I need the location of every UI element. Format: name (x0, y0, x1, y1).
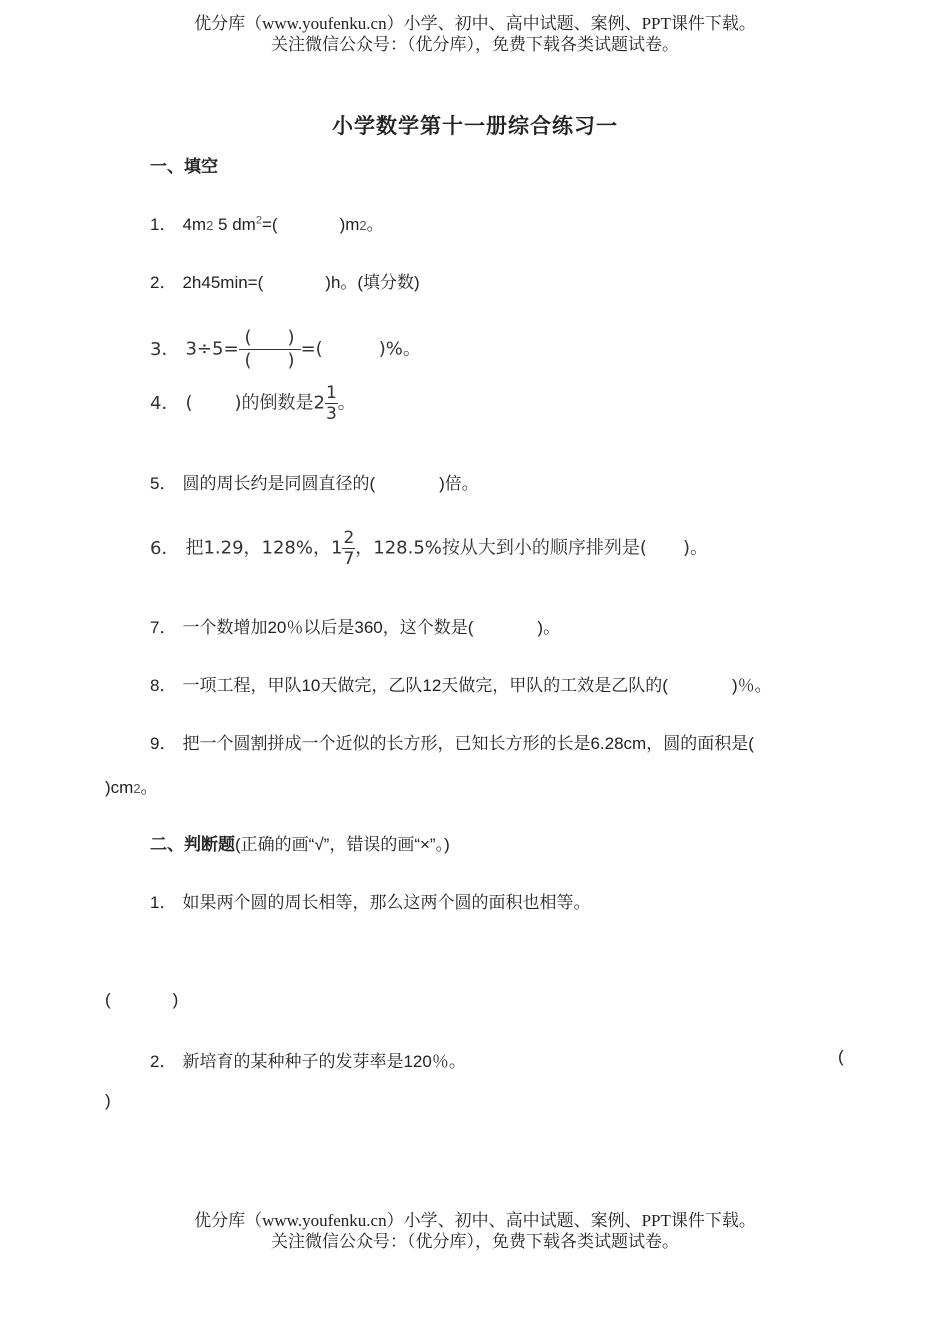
q1-part-a: 4m (182, 215, 207, 234)
fraction-numerator: 2 (343, 528, 355, 548)
header-line-1: 优分库（www.youfenku.cn）小学、初中、高中试题、案例、PPT课件下载。 (194, 14, 756, 33)
q3-fraction (239, 327, 301, 372)
q1-exponent-a: 2 (206, 218, 214, 233)
q3-tail-a: =( (300, 338, 323, 360)
page-title: 小学数学第十一册综合练习一 (332, 115, 618, 138)
fraction-denominator: 7 (343, 549, 355, 569)
q6-text-b: ，128.5%按从大到小的顺序排列是( (355, 537, 647, 559)
q1-exponent-d: 2 (359, 218, 367, 233)
question-2-2 (150, 1047, 466, 1072)
q1-part-c: =( (261, 215, 278, 234)
q9-text-a: 把一个圆割拼成一个近似的长方形，已知长方形的长是6.28cm，圆的面积是( (182, 734, 754, 753)
q4-text-a: ( (185, 392, 193, 414)
question-number: 2． (150, 1052, 177, 1071)
question-number: 9． (150, 734, 177, 753)
question-number: 6． (150, 537, 180, 559)
q9-exponent: 2 (133, 781, 141, 796)
q2-2-text: 新培育的某种种子的发芽率是120％。 (182, 1052, 466, 1071)
q3-expression: 3÷5= (185, 338, 239, 360)
q2-text-b: )h。(填分数) (325, 273, 420, 292)
footer-line-2: 关注微信公众号：（优分库），免费下载各类试题试卷。 (271, 1232, 679, 1251)
section-true-false-heading (150, 830, 450, 855)
q8-text-a: 一项工程，甲队10天做完，乙队12天做完，甲队的工效是乙队的( (182, 676, 668, 695)
question-number: 5． (150, 474, 177, 493)
question-number: 2． (150, 273, 177, 292)
question-number: 4． (150, 392, 180, 414)
q8-text-b: )％。 (731, 676, 772, 695)
question-number: 3． (150, 338, 180, 360)
q4-end: 。 (337, 392, 356, 414)
question-number: 1． (150, 215, 177, 234)
fraction-numerator[interactable]: ( ) (239, 327, 301, 350)
fraction-denominator[interactable]: ( ) (244, 350, 295, 371)
paren-close: ) (105, 1091, 111, 1110)
question-1-9-continuation (105, 773, 158, 798)
question-number: 1． (150, 893, 177, 912)
question-1-8 (150, 671, 772, 696)
q6-text-c: )。 (682, 537, 708, 559)
question-1-6 (150, 528, 708, 569)
q1-part-e: 。 (366, 215, 384, 234)
question-1-4 (150, 383, 356, 424)
question-1-5 (150, 469, 479, 494)
q2-1-text: 如果两个圆的周长相等，那么这两个圆的面积也相等。 (182, 893, 591, 912)
page-footer (0, 1210, 950, 1252)
fraction-numerator: 1 (325, 383, 337, 403)
q1-exponent-b: 2 (255, 214, 262, 227)
section-fill-blank-heading: 一、填空 (150, 157, 218, 176)
q5-text-a: 圆的周长约是同圆直径的( (182, 474, 376, 493)
q9-cont-a: )cm (105, 778, 134, 797)
question-1-1 (150, 210, 384, 235)
paren-open[interactable]: ( (838, 1047, 844, 1066)
answer-parentheses-2-1[interactable] (105, 990, 178, 1010)
question-2-1 (150, 888, 590, 913)
q4-fraction (325, 383, 338, 424)
q7-text-b: )。 (537, 618, 561, 637)
header-line-2: 关注微信公众号：（优分库），免费下载各类试题试卷。 (271, 35, 679, 54)
section-instruction: (正确的画“√”，错误的画“×”。) (235, 835, 450, 854)
question-1-2 (150, 268, 420, 293)
q9-cont-end: 。 (140, 778, 158, 797)
page-header (0, 13, 950, 55)
q2-text-a: 2h45min=( (182, 273, 264, 292)
q1-part-d: )m (339, 215, 360, 234)
paren-close: ) (172, 990, 179, 1009)
question-1-3 (150, 327, 421, 372)
q5-text-b: )倍。 (439, 474, 479, 493)
q4-text-b: )的倒数是2 (234, 392, 325, 414)
q7-text-a: 一个数增加20％以后是360，这个数是( (182, 618, 474, 637)
q1-part-b: 5 dm (213, 215, 256, 234)
question-number: 8． (150, 676, 177, 695)
fraction-denominator: 3 (325, 404, 337, 424)
footer-line-1: 优分库（www.youfenku.cn）小学、初中、高中试题、案例、PPT课件下载。 (194, 1211, 756, 1230)
paren-open: ( (105, 990, 111, 1009)
q3-tail-b: )%。 (378, 338, 421, 360)
section-heading-text: 二、判断题 (150, 835, 235, 854)
question-1-7 (150, 613, 560, 638)
q6-fraction (342, 528, 355, 569)
question-number: 7． (150, 618, 177, 637)
question-1-9 (150, 729, 754, 754)
q6-text-a: 把1.29，128%，1 (185, 537, 343, 559)
